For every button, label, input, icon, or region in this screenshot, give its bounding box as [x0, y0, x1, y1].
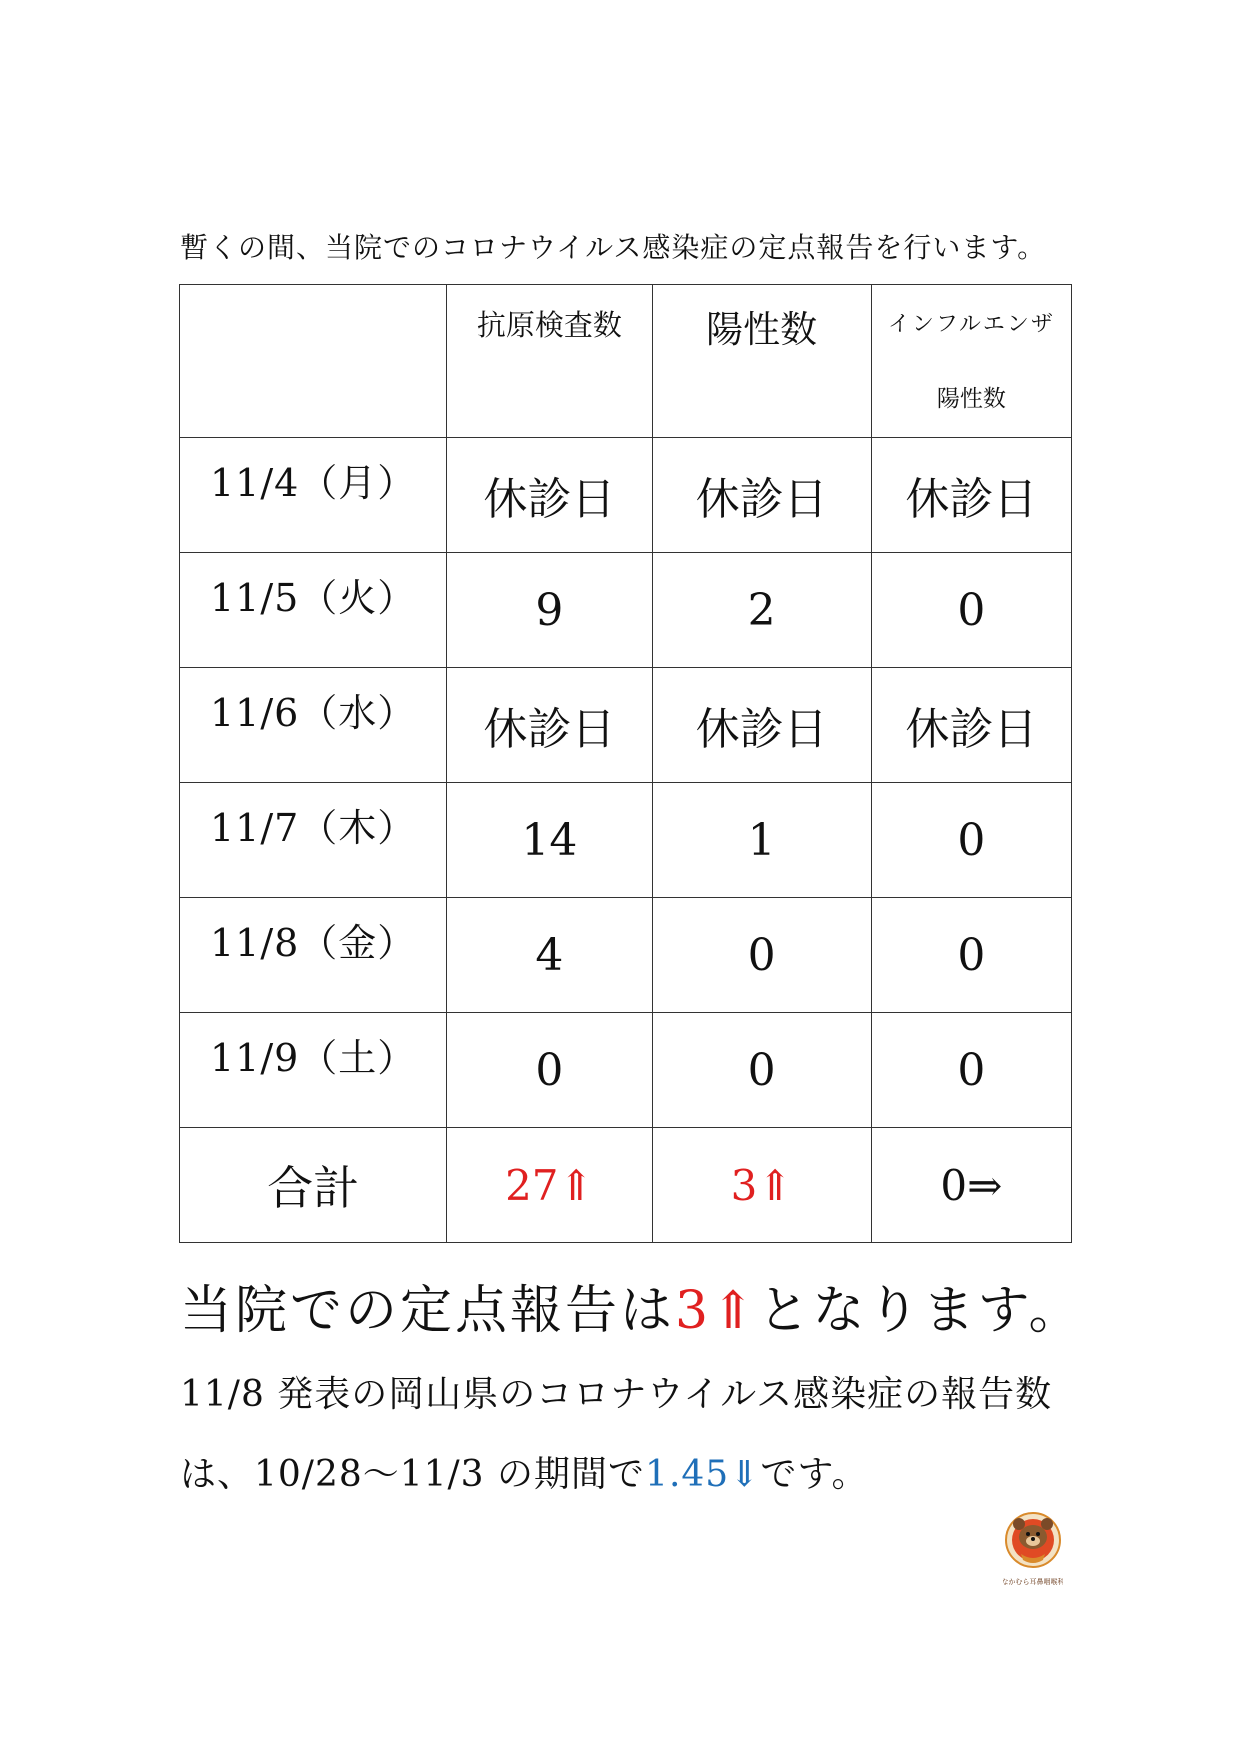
antigen-cell: 14 — [447, 783, 652, 898]
total-label-cell: 合計 — [180, 1128, 447, 1243]
date-cell: 11/4（月） — [180, 438, 447, 553]
svg-text:なかむら耳鼻咽喉科: なかむら耳鼻咽喉科 — [1003, 1578, 1063, 1586]
report-suffix: です。 — [760, 1454, 869, 1495]
date-cell: 11/5（火） — [180, 553, 447, 668]
header-row — [180, 285, 1072, 438]
summary-text — [180, 1268, 1084, 1343]
header-empty-cell — [180, 285, 447, 438]
positive-cell: 0 — [652, 898, 871, 1013]
table-row — [180, 898, 1072, 1013]
flu-cell: 0 — [871, 898, 1071, 1013]
date-cell: 11/7（木） — [180, 783, 447, 898]
prefecture-value: 1.45⇓ — [645, 1454, 761, 1495]
positive-cell: 0 — [652, 1013, 871, 1128]
antigen-cell: 9 — [447, 553, 652, 668]
flu-cell: 0 — [871, 1013, 1071, 1128]
summary-value: 3⇑ — [675, 1281, 758, 1341]
flu-cell: 休診日 — [871, 438, 1071, 553]
report-table — [179, 284, 1072, 1243]
table-row — [180, 553, 1072, 668]
clinic-logo — [1003, 1510, 1063, 1590]
table-row — [180, 783, 1072, 898]
header-antigen: 抗原検査数 — [447, 285, 652, 438]
positive-cell: 2 — [652, 553, 871, 668]
date-cell: 11/9（土） — [180, 1013, 447, 1128]
bear-mascot-icon — [1003, 1510, 1063, 1590]
antigen-cell: 休診日 — [447, 438, 652, 553]
date-cell: 11/6（水） — [180, 668, 447, 783]
antigen-cell: 4 — [447, 898, 652, 1013]
antigen-cell: 休診日 — [447, 668, 652, 783]
total-flu-cell: 0⇒ — [871, 1128, 1071, 1243]
date-cell: 11/8（金） — [180, 898, 447, 1013]
summary-prefix: 当院での定点報告は — [180, 1281, 676, 1341]
flu-cell: 0 — [871, 783, 1071, 898]
flu-cell: 0 — [871, 553, 1071, 668]
positive-cell: 休診日 — [652, 668, 871, 783]
positive-cell: 1 — [652, 783, 871, 898]
table-row — [180, 438, 1072, 553]
report-period: は、10/28〜11/3 の期間で — [180, 1454, 646, 1495]
header-flu-line1: インフルエンザ — [887, 312, 1055, 337]
header-positive: 陽性数 — [652, 285, 871, 438]
summary-suffix: となります。 — [757, 1281, 1084, 1341]
prefecture-report-line2 — [180, 1446, 869, 1497]
table-row — [180, 668, 1072, 783]
positive-cell: 休診日 — [652, 438, 871, 553]
table-row — [180, 1013, 1072, 1128]
header-flu — [871, 285, 1071, 438]
flu-cell: 休診日 — [871, 668, 1071, 783]
header-flu-line2: 陽性数 — [936, 386, 1006, 412]
prefecture-report-line1: 11/8 発表の岡山県のコロナウイルス感染症の報告数 — [180, 1374, 1053, 1415]
total-row — [180, 1128, 1072, 1243]
antigen-cell: 0 — [447, 1013, 652, 1128]
intro-text: 暫くの間、当院でのコロナウイルス感染症の定点報告を行います。 — [180, 231, 1047, 264]
total-antigen-cell: 27⇑ — [447, 1128, 652, 1243]
total-positive-cell: 3⇑ — [652, 1128, 871, 1243]
